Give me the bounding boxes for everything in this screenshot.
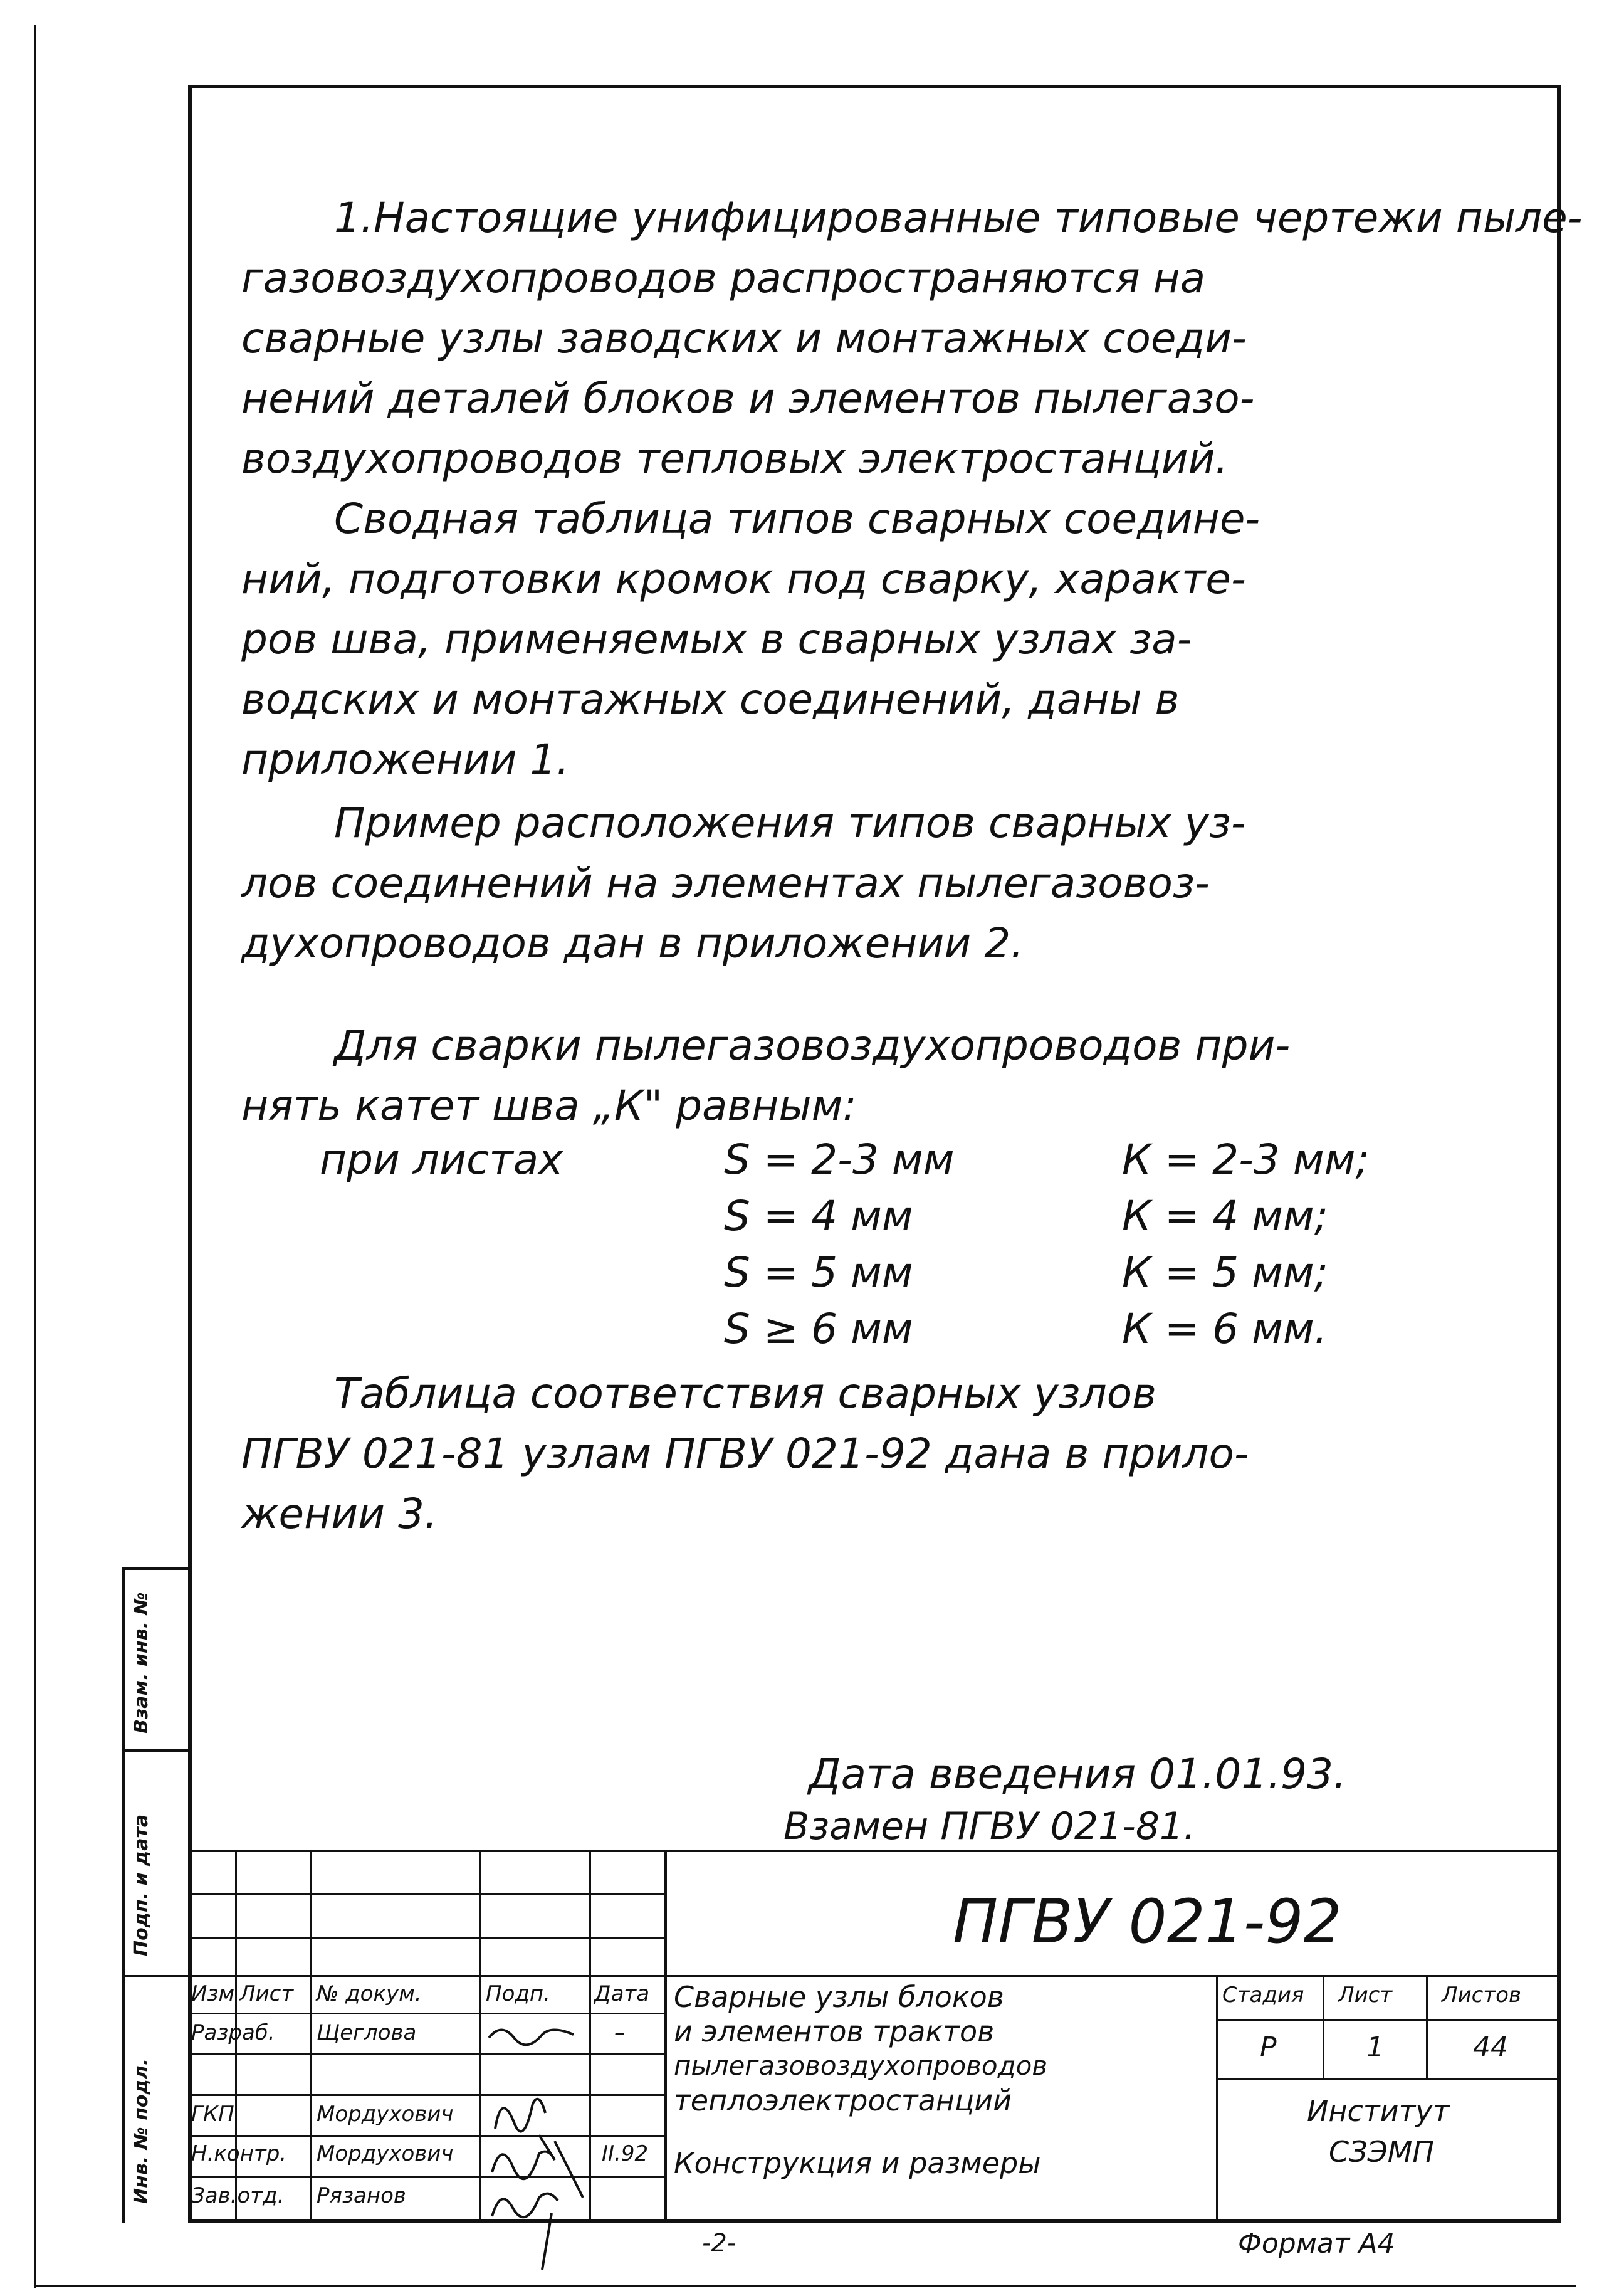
tb-hline bbox=[188, 1937, 664, 1939]
header-sheet-count: Листов bbox=[1442, 1983, 1522, 2008]
tb-vline bbox=[479, 1850, 481, 2223]
text-line: ров шва, применяемых в сварных узлах за- bbox=[241, 615, 1192, 663]
doc-title-line: пылегазовоздухопроводов bbox=[674, 2050, 1048, 2081]
stage-value: Р bbox=[1260, 2031, 1277, 2063]
side-label-inv-orig: Инв. № подл. bbox=[130, 2058, 152, 2204]
role-developer: Разраб. bbox=[191, 2020, 275, 2045]
header-stage: Стадия bbox=[1222, 1983, 1304, 2008]
tb-hline bbox=[1216, 2078, 1561, 2080]
tb-vline bbox=[1216, 1975, 1218, 2223]
paragraph-summary-table bbox=[241, 489, 1501, 790]
weld-prefix: при листах bbox=[320, 1135, 563, 1184]
paper-format: Формат А4 bbox=[1238, 2228, 1395, 2260]
text-line: нений деталей блоков и элементов пылегазо- bbox=[241, 374, 1255, 423]
paragraph-scope bbox=[241, 188, 1583, 489]
tb-hline bbox=[188, 1975, 1561, 1977]
weld-s-value: S = 2-3 мм bbox=[724, 1135, 955, 1184]
tb-vline bbox=[664, 1850, 667, 2223]
tb-vline bbox=[310, 1850, 312, 2223]
page-number: -2- bbox=[702, 2229, 736, 2258]
intro-date: Дата введения 01.01.93. bbox=[809, 1750, 1347, 1798]
document-designation: ПГВУ 021-92 bbox=[953, 1887, 1342, 1957]
weld-s-value: S ≥ 6 мм bbox=[724, 1305, 913, 1353]
header-change: Изм bbox=[191, 1981, 235, 2006]
text-line: Таблица соответствия сварных узлов bbox=[334, 1369, 1156, 1418]
header-sheet-number: Лист bbox=[1338, 1983, 1393, 2008]
text-line: жении 3. bbox=[241, 1490, 438, 1538]
replaces-note: Взамен ПГВУ 021-81. bbox=[783, 1804, 1196, 1848]
weld-k-value: К = 5 мм; bbox=[1122, 1248, 1328, 1297]
side-label-sign-date: Подп. и дата bbox=[130, 1814, 152, 1956]
tb-hline bbox=[188, 2176, 664, 2178]
date-norm-control: II.92 bbox=[602, 2141, 649, 2166]
paragraph-correspondence bbox=[241, 1364, 1501, 1544]
sheet-bottom-edge bbox=[34, 2285, 1576, 2287]
organization-line: Институт bbox=[1307, 2094, 1450, 2128]
weld-k-value: К = 6 мм. bbox=[1122, 1305, 1328, 1353]
role-norm-control: Н.контр. bbox=[191, 2141, 287, 2166]
name-chief-engineer: Мордухович bbox=[317, 2102, 454, 2127]
text-line: воздухопроводов тепловых электростанций. bbox=[241, 434, 1229, 483]
tb-hline bbox=[188, 2094, 664, 2096]
tb-vline bbox=[1323, 1975, 1324, 2078]
name-developer: Щеглова bbox=[317, 2020, 417, 2045]
text-line: нять катет шва „К" равным: bbox=[241, 1082, 857, 1130]
name-norm-control: Мордухович bbox=[317, 2141, 454, 2166]
doc-title-line: и элементов трактов bbox=[674, 2014, 995, 2048]
tb-hline bbox=[188, 1850, 1561, 1852]
tb-hline bbox=[188, 2013, 664, 2014]
header-signature: Подп. bbox=[486, 1981, 550, 2006]
text-line: 1.Настоящие унифицированные типовые чертежи пыле- bbox=[334, 194, 1583, 242]
frame-top bbox=[188, 85, 1561, 88]
side-stamp-divider bbox=[122, 1975, 191, 1977]
text-line: сварные узлы заводских и монтажных соеди- bbox=[241, 314, 1247, 362]
text-line: газовоздухопроводов распространяются на bbox=[241, 254, 1206, 302]
sheet-count-value: 44 bbox=[1473, 2031, 1508, 2063]
doc-title-line: теплоэлектростанций bbox=[674, 2083, 1012, 2117]
tb-vline bbox=[589, 1850, 591, 2223]
header-doc-number: № докум. bbox=[317, 1981, 422, 2006]
doc-title-line: Сварные узлы блоков bbox=[674, 1980, 1004, 2014]
text-line: ПГВУ 021-81 узлам ПГВУ 021-92 дана в прило- bbox=[241, 1430, 1249, 1478]
tb-hline bbox=[1216, 2019, 1561, 2021]
name-dept-head: Рязанов bbox=[317, 2183, 406, 2208]
side-stamp-divider bbox=[122, 1749, 191, 1752]
text-line: духопроводов дан в приложении 2. bbox=[241, 919, 1024, 967]
side-stamp-border bbox=[122, 1567, 125, 2223]
text-line: приложении 1. bbox=[241, 735, 570, 784]
tb-vline bbox=[1426, 1975, 1428, 2078]
role-dept-head: Зав.отд. bbox=[191, 2183, 285, 2208]
frame-left bbox=[188, 85, 192, 2223]
text-line: Для сварки пылегазовоздухопроводов при- bbox=[334, 1021, 1291, 1070]
text-line: лов соединений на элементах пылегазовоз- bbox=[241, 859, 1210, 907]
side-stamp-divider bbox=[122, 1567, 191, 1570]
paragraph-example bbox=[241, 793, 1501, 974]
text-line: Сводная таблица типов сварных соедине- bbox=[334, 495, 1260, 543]
role-chief-engineer: ГКП bbox=[191, 2102, 234, 2127]
paragraph-weld-leg bbox=[241, 1016, 1501, 1136]
sheet-number-value: 1 bbox=[1366, 2031, 1384, 2063]
tb-hline bbox=[188, 1893, 664, 1895]
side-label-replace-inv: Взам. инв. № bbox=[130, 1592, 152, 1734]
header-sheet: Лист bbox=[239, 1981, 294, 2006]
text-line: Пример расположения типов сварных уз- bbox=[334, 799, 1246, 847]
tb-hline bbox=[188, 2135, 664, 2137]
organization-code: СЗЭМП bbox=[1329, 2135, 1435, 2169]
sheet-left-edge bbox=[34, 25, 36, 2288]
doc-subtitle: Конструкция и размеры bbox=[674, 2146, 1041, 2180]
tb-hline bbox=[188, 2053, 664, 2055]
text-line: ний, подготовки кромок под сварку, характе- bbox=[241, 555, 1246, 603]
weld-k-value: К = 2-3 мм; bbox=[1122, 1135, 1370, 1184]
header-date: Дата bbox=[594, 1981, 650, 2006]
weld-k-value: К = 4 мм; bbox=[1122, 1192, 1328, 1240]
frame-bottom bbox=[188, 2219, 1561, 2223]
text-line: водских и монтажных соединений, даны в bbox=[241, 675, 1180, 724]
date-developer: – bbox=[614, 2020, 625, 2045]
weld-s-value: S = 5 мм bbox=[724, 1248, 913, 1297]
frame-right bbox=[1557, 85, 1561, 2223]
weld-s-value: S = 4 мм bbox=[724, 1192, 913, 1240]
